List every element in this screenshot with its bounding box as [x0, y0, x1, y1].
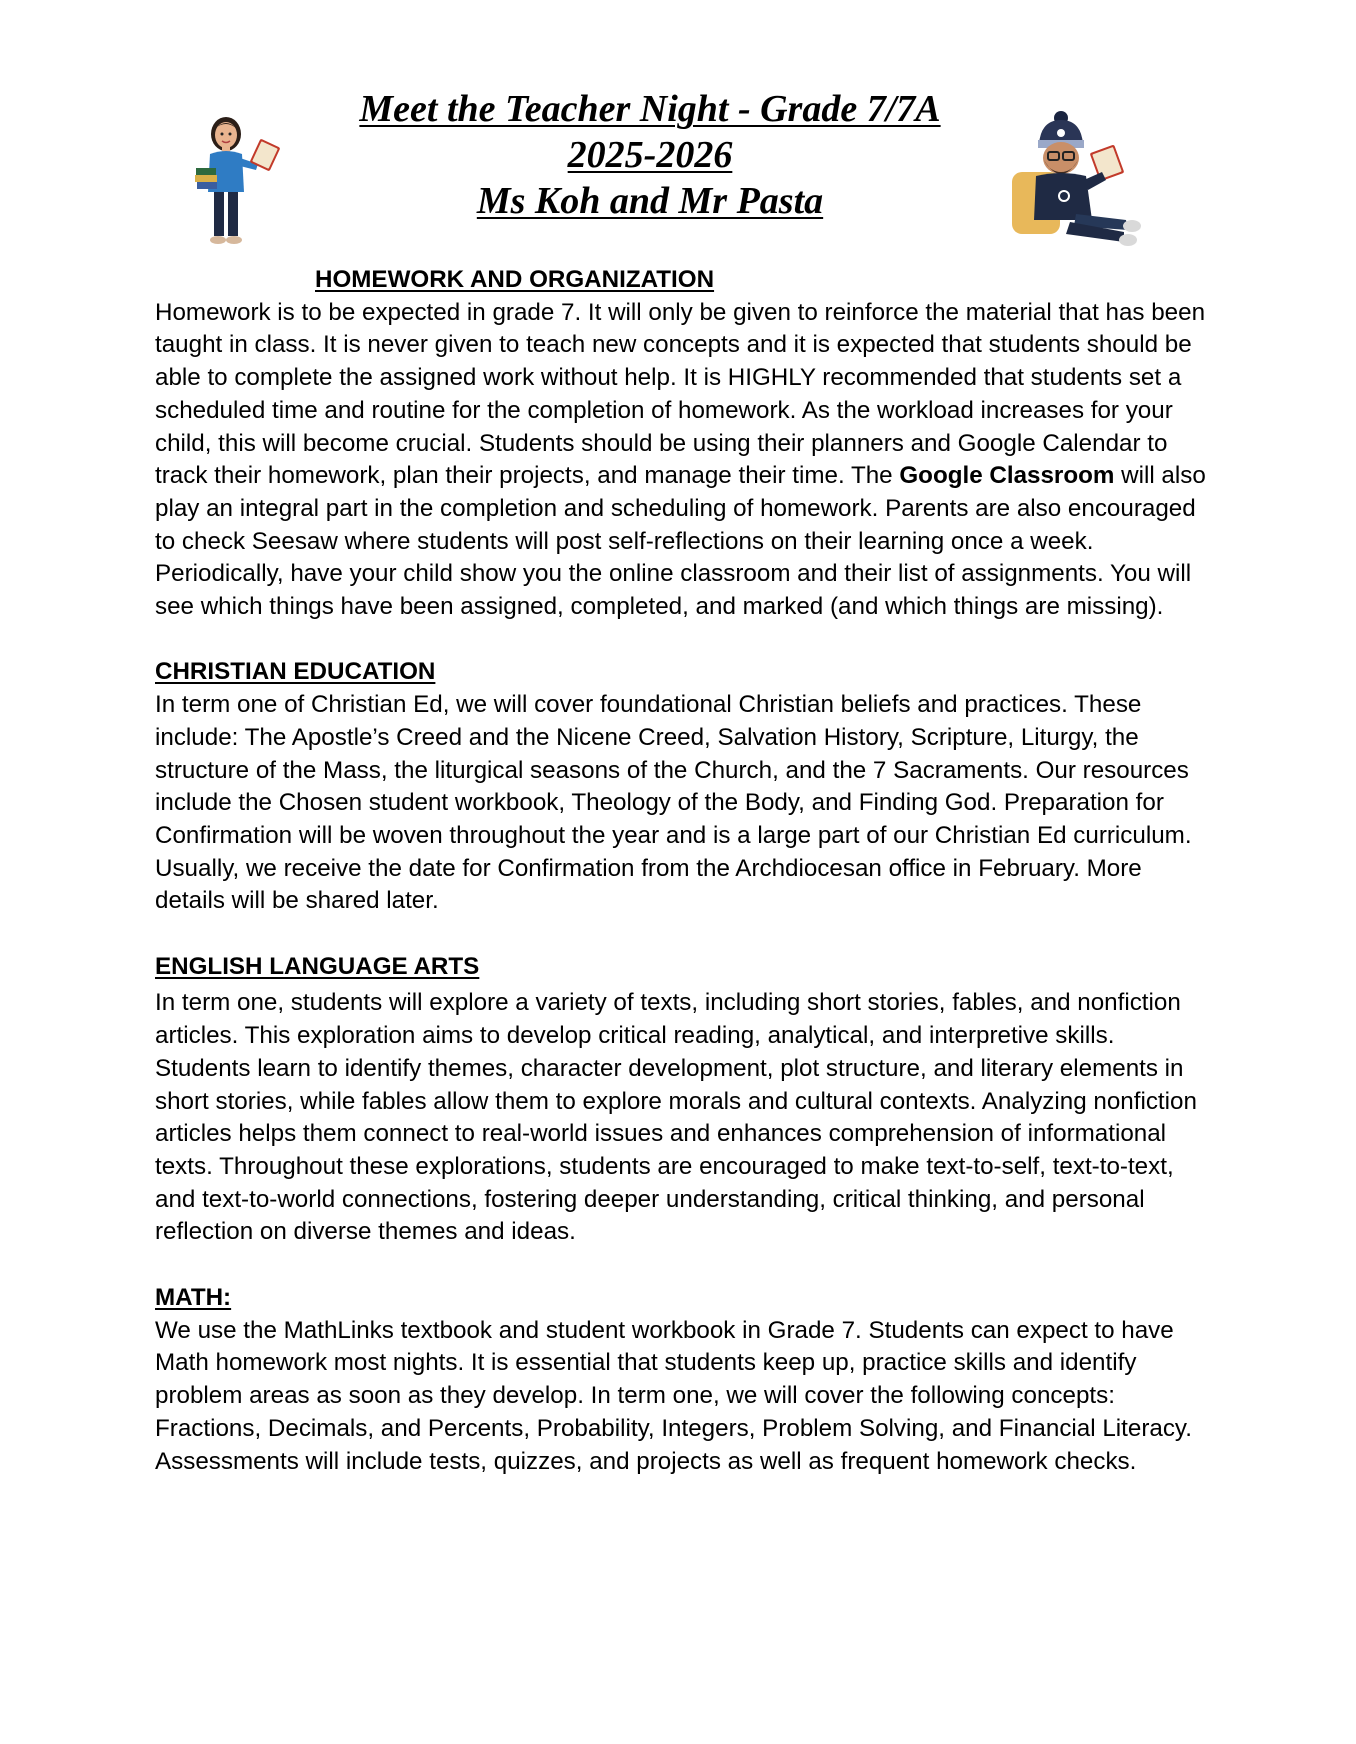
section-math: [155, 1282, 1215, 1478]
paragraph-math: We use the MathLinks textbook and student workbook in Grade 7. Students can expect to have Math homework most nights. It is essential that students keep up, practice skills and identify problem areas as soon as they develop. In term one, we will cover the following concepts: Fractions, Decimals, and Percents, Probability, Integers, Problem Solving, and Financial Literacy. Assessments will include tests, quizzes, and projects as well as frequent homework checks.: [155, 1316, 1192, 1475]
section-christian-education: [155, 656, 1215, 918]
title-line-2: 2025-2026: [567, 134, 733, 176]
spacer: [155, 1249, 1215, 1282]
homework-text-part2: will also play an integral part in the completion and scheduling of homework. Parents are also encouraged to check Seesaw where students will post self-reflections on their learning once a week. Periodically, have your child show you the online classroom and their list of assignments. You will see which things have been assigned, completed, and marked (and which things are missing).: [155, 462, 1206, 621]
paragraph-homework: [155, 297, 1215, 624]
heading-homework: HOMEWORK AND ORGANIZATION: [315, 266, 715, 293]
homework-text-bold: Google Classroom: [899, 462, 1115, 490]
heading-english-language-arts: ENGLISH LANGUAGE ARTS: [155, 952, 480, 980]
teacher-avatar-right: [1006, 110, 1156, 255]
paragraph-christian-education: In term one of Christian Ed, we will cover foundational Christian beliefs and practices. These include: The Apostle’s Creed and the Nicene Creed, Salvation History, Scripture, Liturgy, the structure of the Mass, the liturgical seasons of the Church, and the 7 Sacraments. Our resources include the Chosen student workbook, Theology of the Body, and Finding God. Preparation for Confirmation will be woven throughout the year and is a large part of our Christian Ed curriculum. Usually, we receive the date for Confirmation from the Archdiocesan office in February. More details will be shared later.: [155, 691, 1192, 915]
heading-christian-education: CHRISTIAN EDUCATION: [155, 658, 436, 686]
teacher-avatar-left: [186, 112, 296, 252]
homework-text-part1: Homework is to be expected in grade 7. It will only be given to reinforce the material that has been taught in class. It is never given to teach new concepts and it is expected that students should be able to complete the assigned work without help. It is HIGHLY recommended that students set a scheduled time and routine for the completion of homework. As the workload increases for your child, this will become crucial. Students should be using their planners and Google Calendar to track their homework, plan their projects, and manage their time. The: [155, 298, 1206, 490]
section-english-language-arts: [155, 951, 1215, 1249]
section-homework: [155, 264, 1215, 624]
paragraph-english-language-arts: In term one, students will explore a variety of texts, including short stories, fables, and nonfiction articles. This exploration aims to develop critical reading, analytical, and interpretive skills. Students learn to identify themes, character development, plot structure, and literary elements in short stories, while fables allow them to explore morals and cultural contexts. Analyzing nonfiction articles helps them connect to real-world issues and enhances comprehension of informational texts. Throughout these explorations, students are encouraged to make text-to-self, text-to-text, and text-to-world connections, fostering deeper understanding, critical thinking, and personal reflection on diverse themes and ideas.: [155, 989, 1197, 1246]
title-line-3: Ms Koh and Mr Pasta: [476, 180, 824, 222]
document-title: [300, 86, 1000, 224]
document-body: [155, 264, 1215, 1478]
title-line-1: Meet the Teacher Night - Grade 7/7A: [359, 88, 941, 130]
spacer: [155, 918, 1215, 951]
heading-math: MATH:: [155, 1284, 232, 1312]
woman-reading-avatar-icon: [186, 112, 296, 252]
spacer: [155, 624, 1215, 657]
man-reading-avatar-icon: [1006, 110, 1156, 255]
